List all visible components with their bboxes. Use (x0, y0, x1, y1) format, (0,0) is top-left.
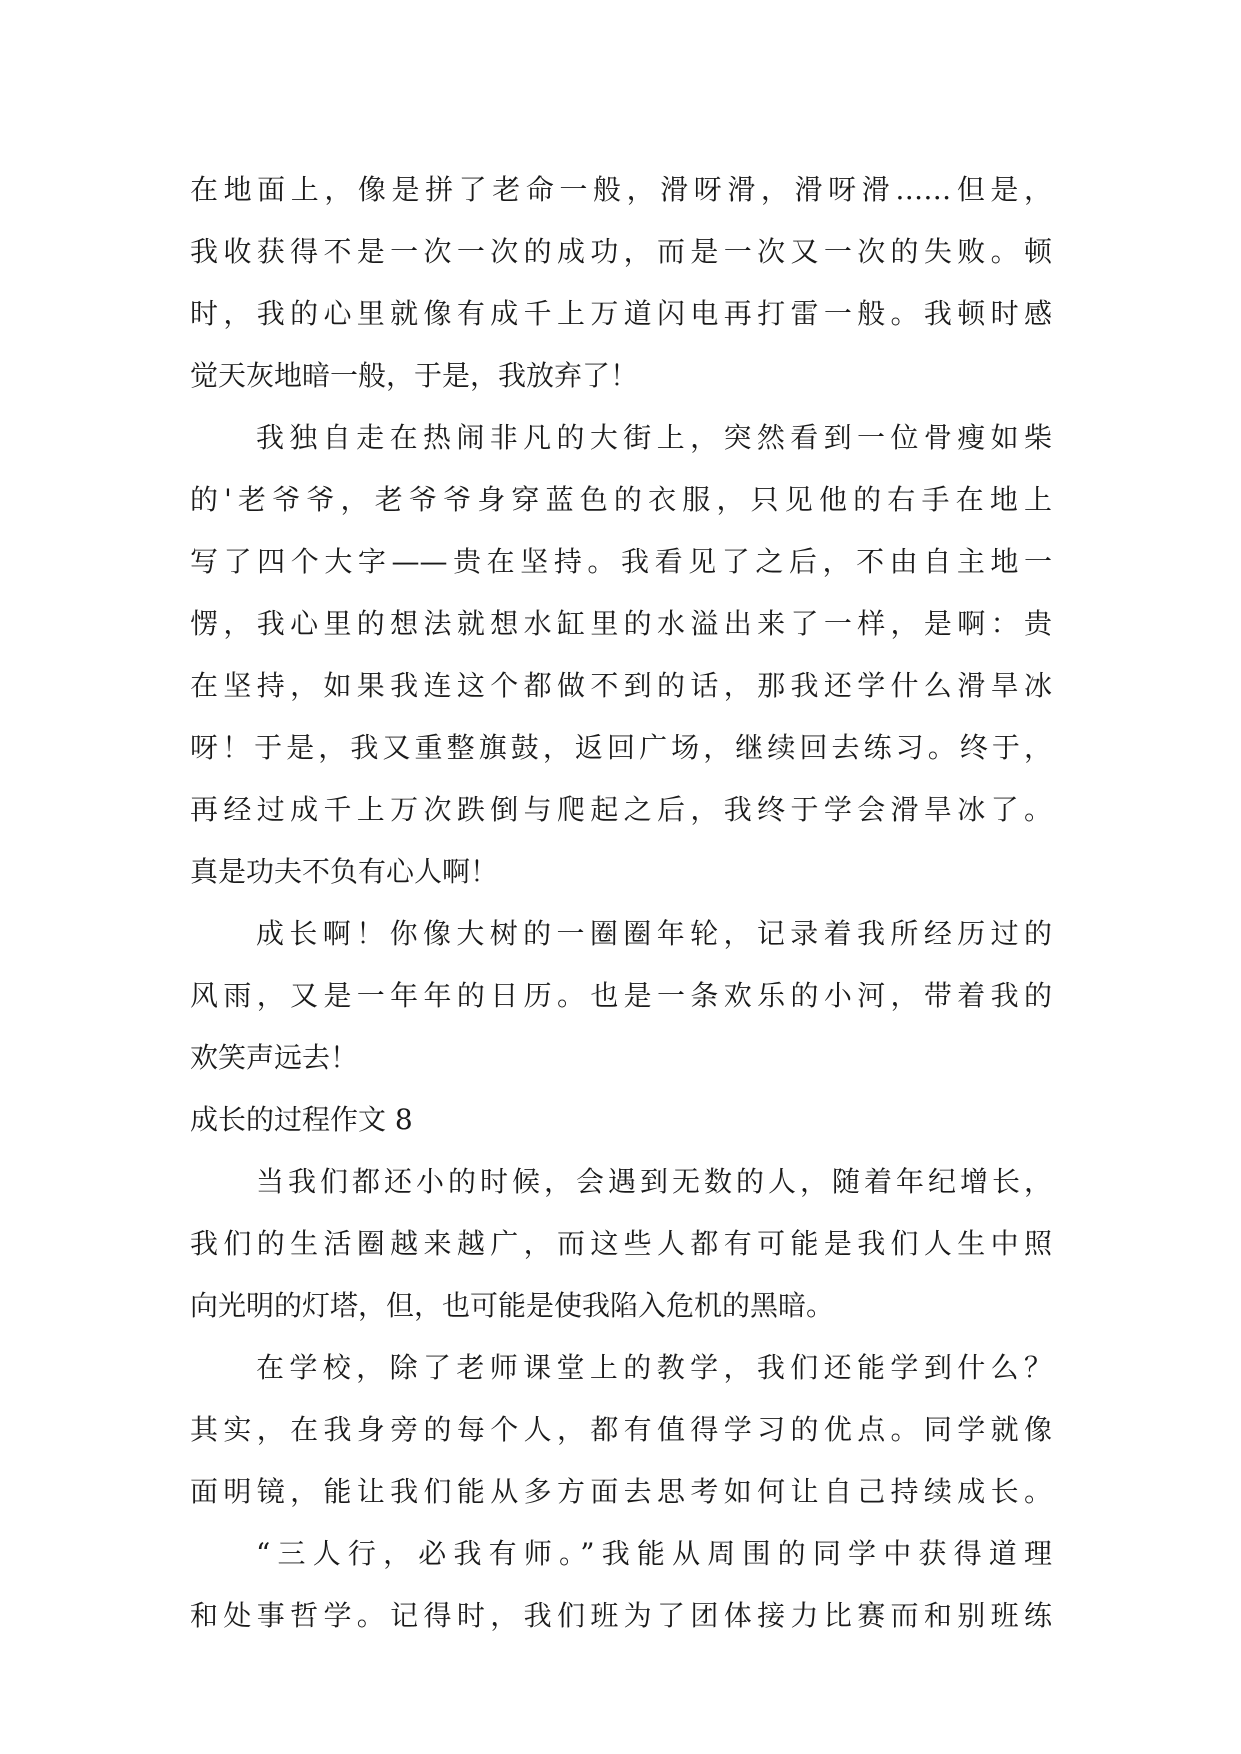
text-line: 风雨，又是一年年的日历。也是一条欢乐的小河，带着我的 (190, 979, 1052, 1012)
text-line: 再经过成千上万次跌倒与爬起之后，我终于学会滑旱冰了。 (190, 793, 1052, 826)
paragraph-first-line: 我独自走在热闹非凡的大街上，突然看到一位骨瘦如柴 (256, 421, 1052, 454)
paragraph-first-line: 在学校，除了老师课堂上的教学，我们还能学到什么？ (256, 1351, 1052, 1384)
text-line: 在地面上，像是拼了老命一般，滑呀滑，滑呀滑……但是， (190, 173, 1052, 206)
text-line: 其实，在我身旁的每个人，都有值得学习的优点。同学就像 (190, 1413, 1052, 1446)
text-line: 和处事哲学。记得时，我们班为了团体接力比赛而和别班练 (190, 1599, 1052, 1632)
text-line: 我们的生活圈越来越广，而这些人都有可能是我们人生中照 (190, 1227, 1052, 1260)
text-line: 时，我的心里就像有成千上万道闪电再打雷一般。我顿时感 (190, 297, 1052, 330)
paragraph-first-line: “三人行，必我有师。”我能从周围的同学中获得道理 (256, 1537, 1052, 1570)
text-line: 欢笑声远去！ (190, 1041, 359, 1074)
text-line: 觉天灰地暗一般，于是，我放弃了！ (190, 359, 639, 392)
text-line: 我收获得不是一次一次的成功，而是一次又一次的失败。顿 (190, 235, 1052, 268)
document-body (190, 159, 1052, 1647)
text-line: 面明镜，能让我们能从多方面去思考如何让自己持续成长。 (190, 1475, 1052, 1508)
text-line: 在坚持，如果我连这个都做不到的话，那我还学什么滑旱冰 (190, 669, 1052, 702)
text-line: 写了四个大字——贵在坚持。我看见了之后，不由自主地一 (190, 545, 1052, 578)
text-line: 的'老爷爷，老爷爷身穿蓝色的衣服，只见他的右手在地上 (190, 483, 1052, 516)
paragraph-first-line: 当我们都还小的时候，会遇到无数的人，随着年纪增长， (256, 1165, 1052, 1198)
text-line: 呀！于是，我又重整旗鼓，返回广场，继续回去练习。终于， (190, 731, 1052, 764)
text-line: 真是功夫不负有心人啊！ (190, 855, 499, 888)
text-line: 愣，我心里的想法就想水缸里的水溢出来了一样，是啊：贵 (190, 607, 1052, 640)
paragraph-first-line: 成长啊！你像大树的一圈圈年轮，记录着我所经历过的 (256, 917, 1052, 950)
section-heading: 成长的过程作文 8 (190, 1103, 413, 1136)
text-line: 向光明的灯塔，但，也可能是使我陷入危机的黑暗。 (190, 1289, 835, 1322)
